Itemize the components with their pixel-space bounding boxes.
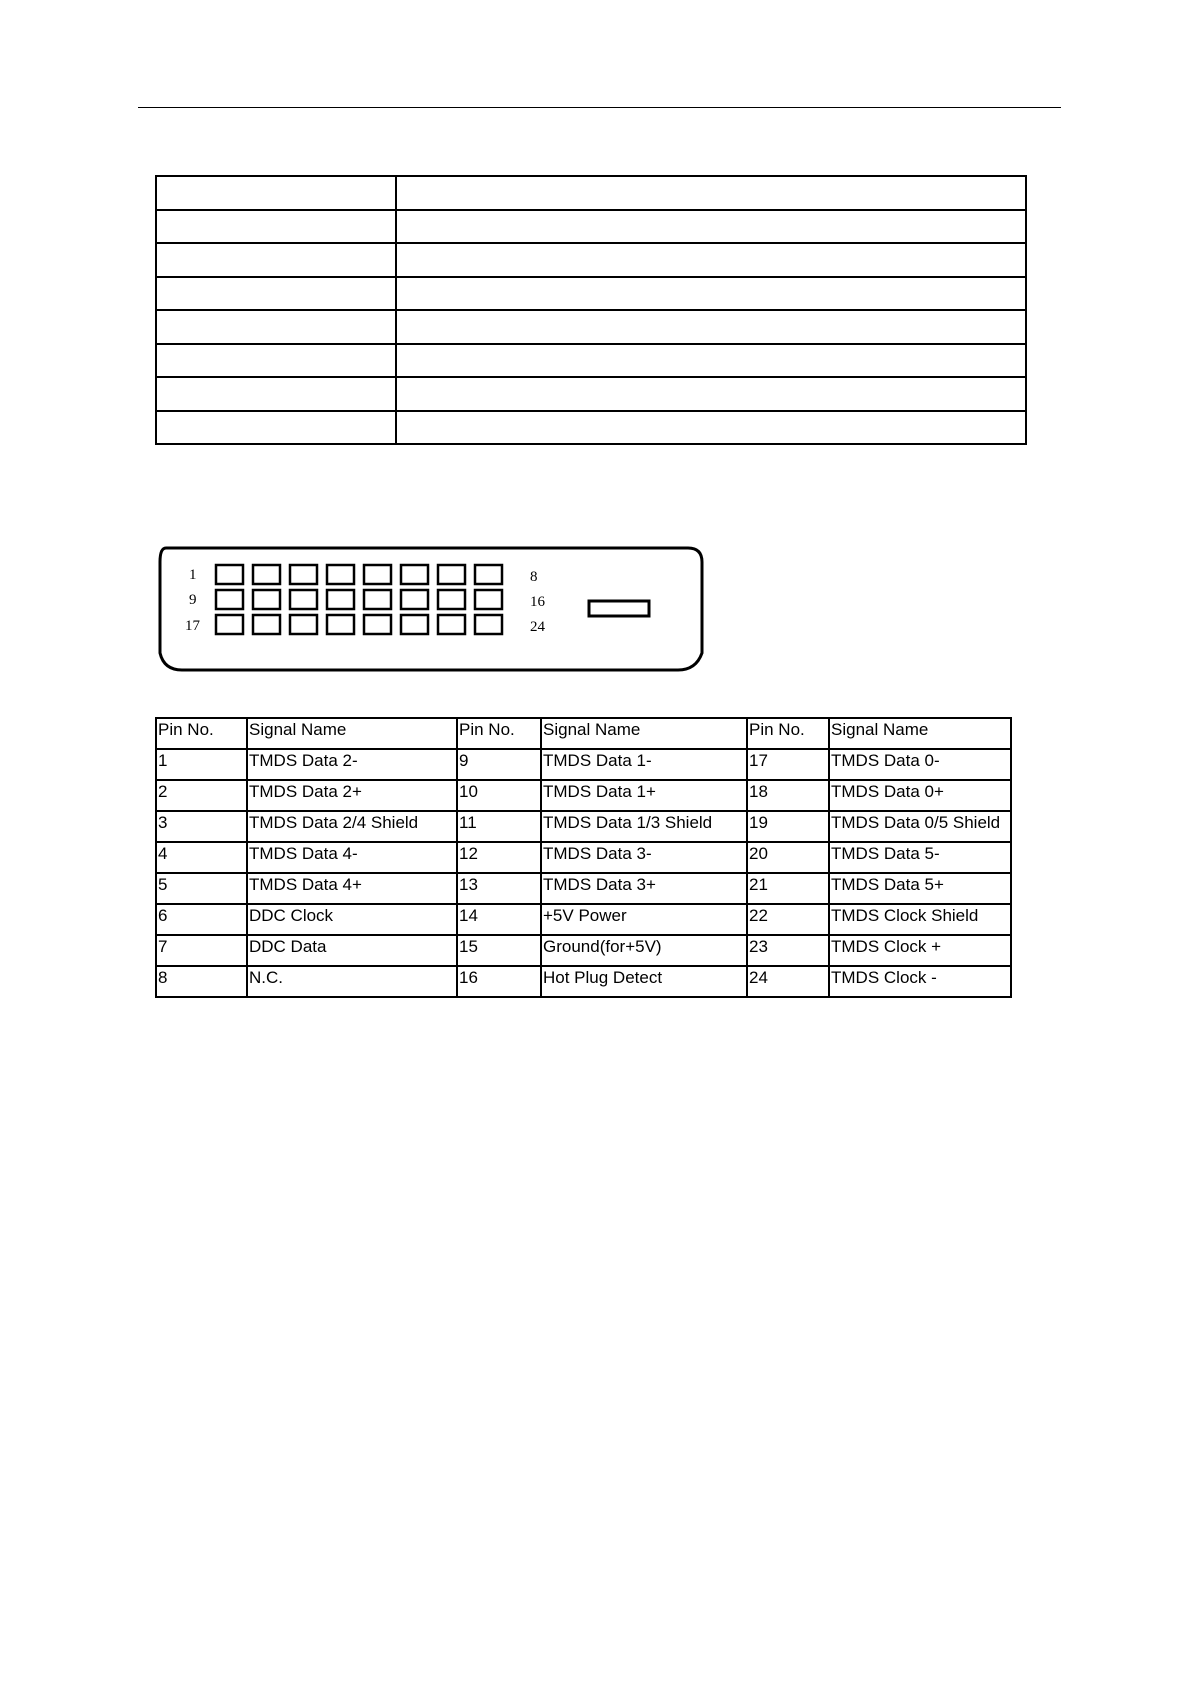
- table-cell: [156, 310, 396, 344]
- table-row: [156, 780, 1011, 811]
- table-row: [156, 310, 1026, 344]
- connector-pin-10: [253, 590, 280, 609]
- signal-name-cell: DDC Data: [247, 935, 457, 966]
- header-signal-name-3: Signal Name: [829, 718, 1011, 749]
- pin-number-cell: 8: [156, 966, 247, 997]
- connector-pin-2: [253, 565, 280, 584]
- connector-pin-18: [253, 615, 280, 634]
- pin-number-cell: 17: [747, 749, 829, 780]
- table-cell: [396, 210, 1026, 244]
- connector-pin-4: [327, 565, 354, 584]
- header-pin-no-1: Pin No.: [156, 718, 247, 749]
- table-cell: [396, 310, 1026, 344]
- connector-pin-15: [438, 590, 465, 609]
- pin-label-8: 8: [530, 569, 538, 585]
- table-cell: [156, 377, 396, 411]
- signal-name-cell: TMDS Data 4+: [247, 873, 457, 904]
- connector-pin-13: [364, 590, 391, 609]
- table-cell: [156, 176, 396, 210]
- connector-pin-16: [475, 590, 502, 609]
- table-row: [156, 842, 1011, 873]
- dvi-pin-assignment-table: [155, 717, 1012, 998]
- pin-number-cell: 12: [457, 842, 541, 873]
- pin-number-cell: 19: [747, 811, 829, 842]
- table-row: [156, 411, 1026, 445]
- table-cell: [396, 344, 1026, 378]
- table-row: [156, 176, 1026, 210]
- pin-number-cell: 3: [156, 811, 247, 842]
- pin-number-cell: 13: [457, 873, 541, 904]
- table-cell: [156, 243, 396, 277]
- header-pin-no-3: Pin No.: [747, 718, 829, 749]
- signal-name-cell: TMDS Data 3-: [541, 842, 747, 873]
- connector-pin-14: [401, 590, 428, 609]
- signal-name-cell: TMDS Data 5-: [829, 842, 1011, 873]
- connector-pin-3: [290, 565, 317, 584]
- pin-number-cell: 18: [747, 780, 829, 811]
- pin-number-cell: 10: [457, 780, 541, 811]
- signal-name-cell: +5V Power: [541, 904, 747, 935]
- connector-pin-23: [438, 615, 465, 634]
- signal-name-cell: TMDS Data 1+: [541, 780, 747, 811]
- connector-pin-12: [327, 590, 354, 609]
- table-cell: [156, 277, 396, 311]
- table-cell: [156, 344, 396, 378]
- pin-number-cell: 21: [747, 873, 829, 904]
- connector-pin-11: [290, 590, 317, 609]
- table-row: [156, 277, 1026, 311]
- pin-label-1: 1: [189, 567, 197, 583]
- signal-name-cell: TMDS Data 4-: [247, 842, 457, 873]
- pin-number-cell: 4: [156, 842, 247, 873]
- pin-number-cell: 23: [747, 935, 829, 966]
- signal-name-cell: TMDS Data 2+: [247, 780, 457, 811]
- pin-number-cell: 11: [457, 811, 541, 842]
- table-row: [156, 377, 1026, 411]
- connector-pin-21: [364, 615, 391, 634]
- table-row: [156, 344, 1026, 378]
- connector-pin-1: [216, 565, 243, 584]
- table-cell: [156, 210, 396, 244]
- signal-name-cell: TMDS Data 3+: [541, 873, 747, 904]
- signal-name-cell: TMDS Clock +: [829, 935, 1011, 966]
- table-row: [156, 935, 1011, 966]
- table-row: [156, 210, 1026, 244]
- table-cell: [396, 243, 1026, 277]
- pin-number-cell: 16: [457, 966, 541, 997]
- signal-name-cell: TMDS Data 2/4 Shield: [247, 811, 457, 842]
- connector-pin-8: [475, 565, 502, 584]
- pin-number-cell: 14: [457, 904, 541, 935]
- pin-number-cell: 2: [156, 780, 247, 811]
- pin-label-24: 24: [530, 619, 545, 635]
- pin-label-16: 16: [530, 594, 545, 610]
- pin-number-cell: 9: [457, 749, 541, 780]
- table-row: [156, 966, 1011, 997]
- signal-name-cell: N.C.: [247, 966, 457, 997]
- connector-pin-22: [401, 615, 428, 634]
- pin-number-cell: 5: [156, 873, 247, 904]
- empty-spec-table: [155, 175, 1027, 445]
- table-row: [156, 749, 1011, 780]
- header-signal-name-2: Signal Name: [541, 718, 747, 749]
- table-cell: [396, 176, 1026, 210]
- pin-number-cell: 15: [457, 935, 541, 966]
- signal-name-cell: Ground(for+5V): [541, 935, 747, 966]
- connector-pin-5: [364, 565, 391, 584]
- connector-pin-17: [216, 615, 243, 634]
- signal-name-cell: TMDS Data 2-: [247, 749, 457, 780]
- pin-number-cell: 22: [747, 904, 829, 935]
- pin-number-cell: 6: [156, 904, 247, 935]
- connector-key-slot: [589, 601, 649, 616]
- dvi-connector-diagram: [156, 545, 704, 675]
- pin-number-cell: 24: [747, 966, 829, 997]
- table-header-row: [156, 718, 1011, 749]
- connector-pin-19: [290, 615, 317, 634]
- pin-label-17: 17: [185, 618, 200, 634]
- pin-grid: [216, 565, 502, 634]
- dvi-connector-drawing: [156, 545, 704, 675]
- connector-pin-20: [327, 615, 354, 634]
- pin-number-cell: 20: [747, 842, 829, 873]
- signal-name-cell: TMDS Clock Shield: [829, 904, 1011, 935]
- table-cell: [396, 411, 1026, 445]
- table-row: [156, 243, 1026, 277]
- header-rule: [138, 107, 1061, 108]
- table-row: [156, 873, 1011, 904]
- signal-name-cell: TMDS Data 1/3 Shield: [541, 811, 747, 842]
- connector-pin-6: [401, 565, 428, 584]
- table-row: [156, 811, 1011, 842]
- header-signal-name-1: Signal Name: [247, 718, 457, 749]
- signal-name-cell: TMDS Clock -: [829, 966, 1011, 997]
- signal-name-cell: DDC Clock: [247, 904, 457, 935]
- table-cell: [396, 277, 1026, 311]
- pin-number-cell: 1: [156, 749, 247, 780]
- signal-name-cell: TMDS Data 1-: [541, 749, 747, 780]
- pin-label-9: 9: [189, 592, 197, 608]
- connector-pin-24: [475, 615, 502, 634]
- table-cell: [156, 411, 396, 445]
- signal-name-cell: TMDS Data 0+: [829, 780, 1011, 811]
- signal-name-cell: Hot Plug Detect: [541, 966, 747, 997]
- signal-name-cell: TMDS Data 0/5 Shield: [829, 811, 1011, 842]
- table-cell: [396, 377, 1026, 411]
- connector-pin-9: [216, 590, 243, 609]
- signal-name-cell: TMDS Data 0-: [829, 749, 1011, 780]
- connector-pin-7: [438, 565, 465, 584]
- table-row: [156, 904, 1011, 935]
- header-pin-no-2: Pin No.: [457, 718, 541, 749]
- signal-name-cell: TMDS Data 5+: [829, 873, 1011, 904]
- pin-number-cell: 7: [156, 935, 247, 966]
